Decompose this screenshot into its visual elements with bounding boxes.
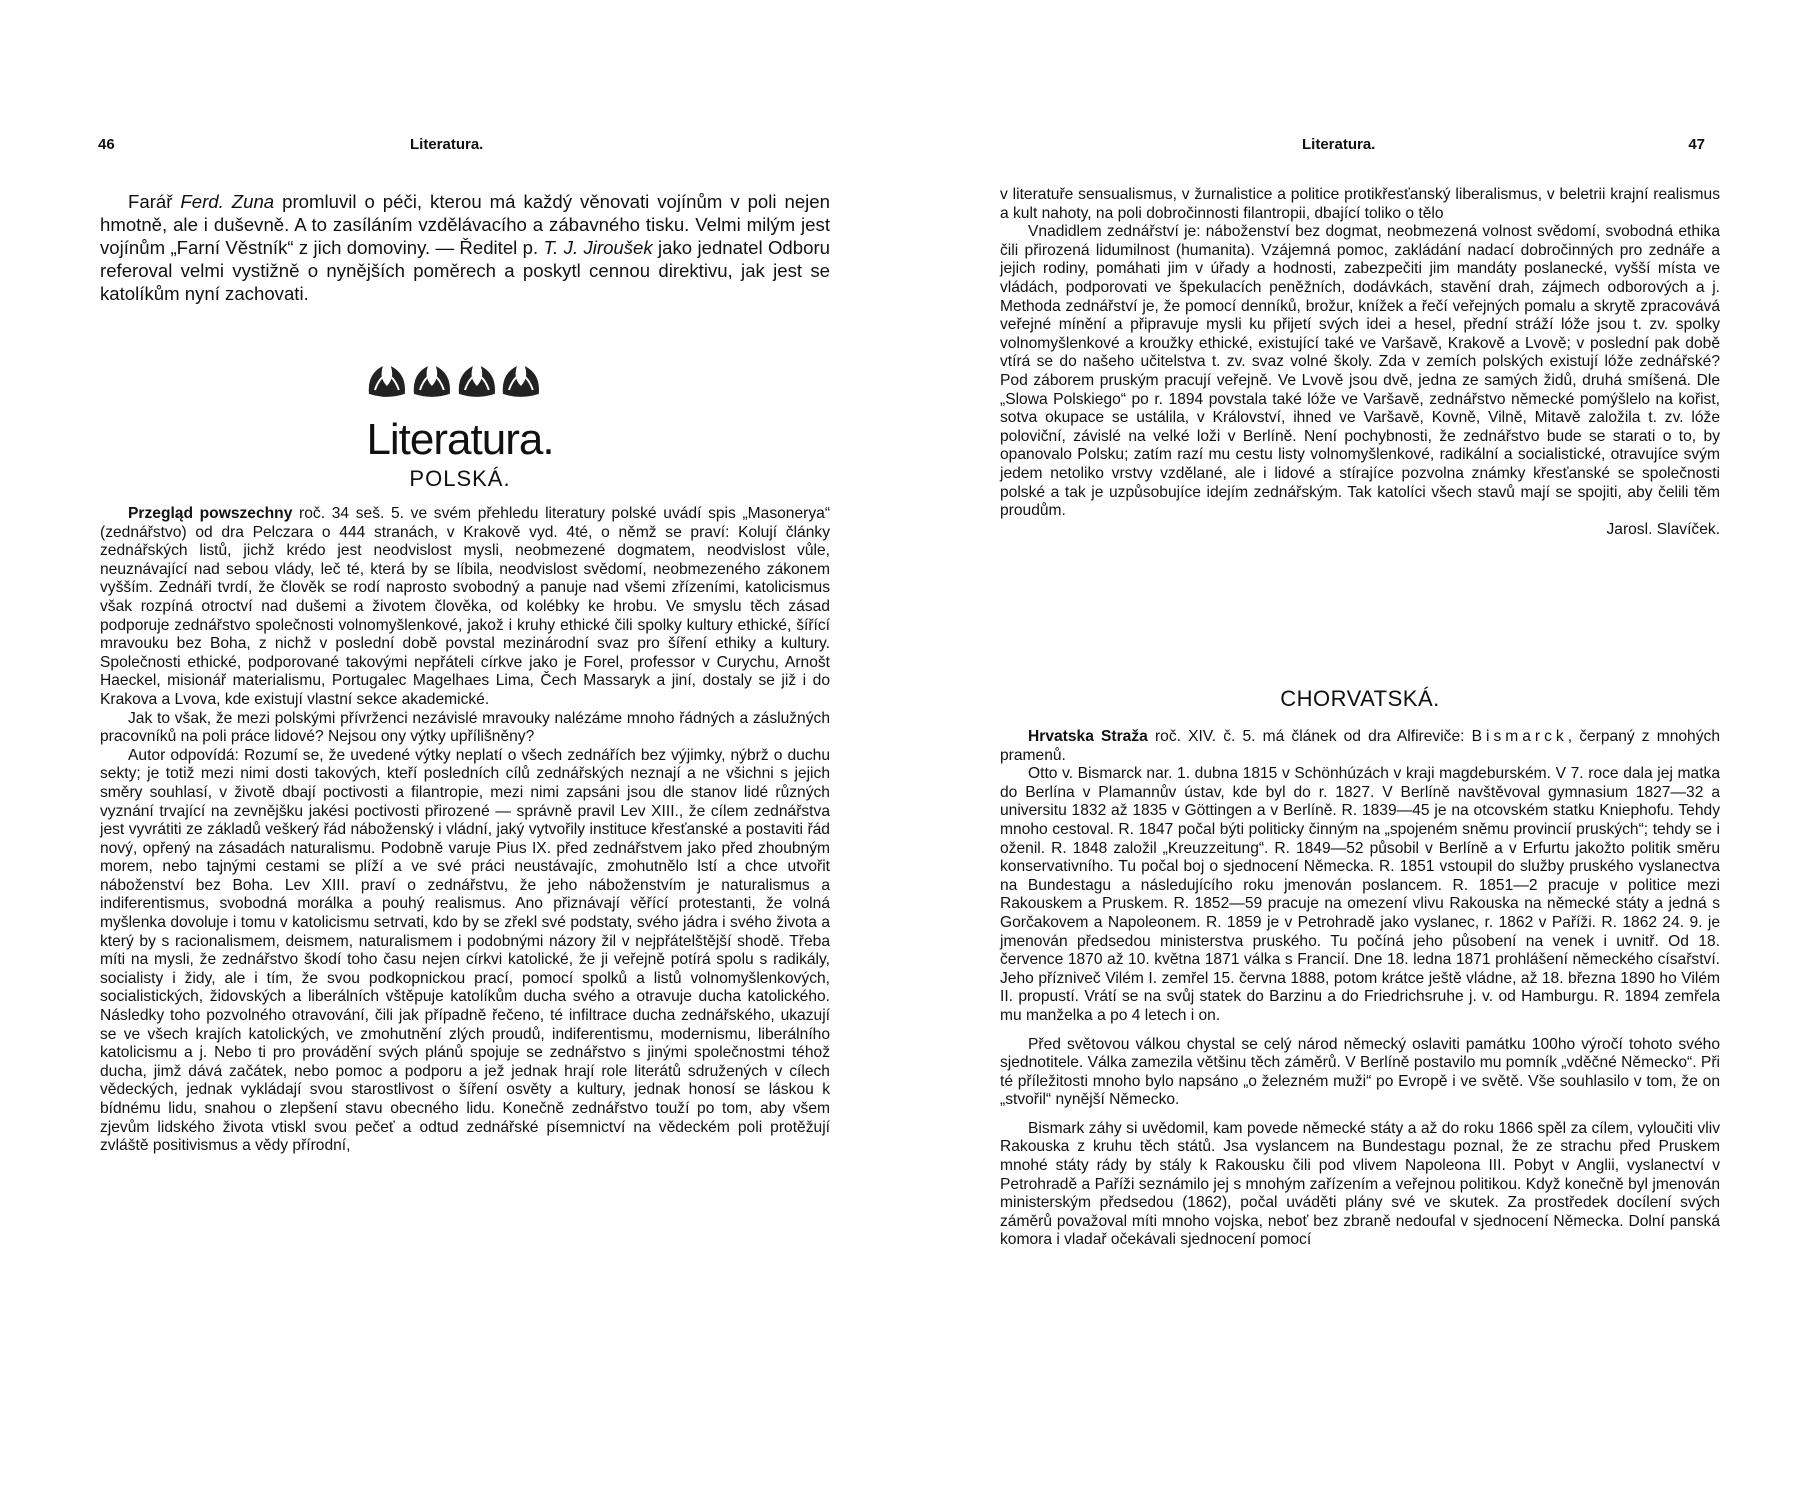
continuation-paragraph: v literatuře sensualismus, v žurnalistice a politice protikřesťanský liberalismus, v beletrii krajní realismus a kult nahoty, na poli dobročinnosti filantropii, dbající toliko o tělo [1000, 186, 1720, 222]
intro-name-zuna: Ferd. Zuna [180, 191, 275, 212]
left-page [90, 0, 830, 1500]
polska-paragraph: Jak to však, že mezi polskými přívrženci nezávislé mravouky nalézáme mnoho řádných a záslužných pracovníků na poli práce lidové? Nejsou ony výtky upřílišněny? [100, 709, 830, 746]
polska-paragraph [100, 505, 830, 710]
subsection-title-chorvatska: CHORVATSKÁ. [1280, 686, 1440, 711]
polska-paragraph: Autor odpovídá: Rozumí se, že uvedené výtky neplatí o všech zednářích bez výjimky, nýbrž o duchu sekty; je totiž mezi nimi dosti takových, kteří posledních cílů zednářských neznají a ne všichni s jejich směry souhlasí, v životě dbají poctivosti a filantropie, mezi nimi zapsáni jsou dle stanov lidé různých vyznání trvající na zevnějšku jakési poctivosti přirozené — správně pravil Lev XIII., že cílem zednářstva jest vyvrátiti ze základů veškerý řád náboženský i vládní, jaký vytvořily instituce křesťanské a postaviti řád nový, opřený na zásadách naturalismu. Podobně varuje Pius IX. před zednářstvem jako před zhoubným morem, nebo tajnými cestami se plíží a ve své práci neustávajíc, zmohutnělo lstí a chce utvořit náboženství bez Boha. Lev XIII. praví o zednářstvu, že jeho náboženstvím je naturalismus a indiferentismus, svobodná morálka a pouhý realismus. Ano přiznávají věřící protestanti, že volná myšlenka dovoluje i tomu v katolicismu setrvati, kdo by se zřekl své podstaty, svého jádra i svého života a který by s racionalismem, deismem, naturalismem i podobnými názory žil v nejpřátelštější shodě. Třeba míti na mysli, že zednářstvo škodí toho času nejen církvi katolické, že ji veřejně potírá spolu s radikály, socialisty i židy, ale i tím, že svou podkopnickou prací, pomocí spolků a listů volnomyšlenkových, socialistických, židovských a liberálních vštěpuje katolíkům ducha svého a otravuje ducha katolického. Následky toho pozvolného otravování, čili jak případně řečeno, té infiltrace ducha zednářského, ukazují se ve všech krajích katolických, ve zmohutnění zlých proudů, indiferentismu, modernismu, liberálního katolicismu a j. Nebo ti pro provádění svých plánů spojuje se zednářstvo s jinými společnostmi téhož ducha, jimž dává začátek, nebo pomoc a podporu a jež jednak hrají role literátů sdružených v cílech vědeckých, jednak vykládají svou starostlivost o šíření osvěty a kultury, jednak honosí se láskou k bídnému lidu, snahou o zlepšení stavu obecného lidu. Konečně zednářstvo touží po tom, aby všem zjevům lidského života vtiskl svou pečeť a odtud zednářské písemnictví na vědeckém poli protěžují zvláště positivismus a vědy přírodní, [100, 746, 830, 1155]
chorvatska-lead-paragraph [1000, 728, 1720, 765]
ornament-leaf-icon [410, 360, 454, 400]
left-running-title: Literatura. [410, 136, 484, 153]
intro-name-jirousek: T. J. Jiroušek [543, 237, 653, 258]
chorvatska-paragraph: Otto v. Bismarck nar. 1. dubna 1815 v Schönhúzách v kraji magdeburském. V 7. roce dala jej matka do Berlína v Plamannův ústav, kde byl do r. 1827. V Berlíně navštěvoval gymnasium 1827—32 a universitu 1832 až 1835 v Göttingen a v Berlíně. R. 1839—45 je na otcovském statku Kniephofu. Tehdy mnoho cestoval. R. 1847 počal býti politicky činným na „spojeném sněmu provincií pruských“; tehdy se i oženil. R. 1848 založil „Kreuzzeitung“. R. 1849—52 působil v Berlíně a v Erfurtu jakožto politik směru konservativního. Tu počal boj o sjednocení Německa. R. 1851 vstoupil do služby pruského vyslanectva na Bundestagu a následujícího roku jmenován poslancem. R. 1851—2 pracuje v politice mezi Rakouskem a Pruskem. R. 1852—59 pracuje na omezení vlivu Rakouska na německé státy a jedná s Gorčakovem a Napoleonem. R. 1859 je v Petrohradě jako vyslanec, r. 1862 v Paříži. R. 1862 24. 9. je jmenován předsedou ministerstva pruského. Tu počíná jeho působení na venek i uvnitř. Od 18. července 1870 až 10. května 1871 válka s Francií. Dne 18. ledna 1871 prohlášení německého císařství. Jeho přízniveč Vilém I. zemřel 15. června 1888, potom krátce ještě vládne, až 18. března 1890 ho Vilém II. propustí. Vrátí se na svůj statek do Barzinu a do Friedrichsruhe j. v. od Hamburgu. R. 1894 zemřela mu manželka a po 4 letech i on. [1000, 765, 1720, 1024]
intro-paragraph [100, 190, 830, 305]
chorvatska-lead-end: , čerpaný z mnohých pramenů. [1000, 728, 1720, 764]
intro-text-2: promluvil o péči, kterou má každý věnovati vojínům v poli nejen hmotně, ale i duševně. A to zasíláním vzdělávacího a zábavného tisku. Velmi milým jest vojínům „Farní Věstník“ z jich domoviny. — Ředitel p. [100, 191, 830, 258]
left-page-number: 46 [98, 136, 115, 153]
author-signature: Jarosl. Slavíček. [1606, 520, 1720, 538]
zednari-article-continuation [1000, 186, 1720, 539]
ornament-leaf-icon [499, 360, 543, 400]
right-running-title: Literatura. [1302, 136, 1376, 153]
ornament-leaf-icon [365, 360, 409, 400]
subsection-title-polska: POLSKÁ. [409, 466, 511, 491]
chorvatska-article [1000, 728, 1720, 1250]
left-running-head [90, 136, 830, 156]
chorvatska-paragraph: Bismark záhy si uvědomil, kam povede německé státy a až do roku 1866 spěl za cílem, vyloučiti vliv Rakouska z kruhu těch států. Jsa vyslancem na Bundestagu poznal, že ze strachu před Pruskem mnohé státy rády by stály k Rakousku čili pod vlivem Napoleona III. Pobyt v Anglii, vyslanectví v Petrohradě a Paříži seznámilo jej s mnohým zařízením a veřejnou politikou. Když konečně byl jmenován ministerským předsedou (1862), počal uváděti plány své ve skutek. Za prostředek docílení svých záměrů považoval míti mnoho vojska, neboť bez zbraně nedoufal v sjednocení Německa. Dolní panská komora i vladař očekávali sjednocení pomocí [1000, 1119, 1720, 1249]
right-page [1000, 0, 1720, 1500]
polska-journal-name: Przegląd powszechny [128, 505, 293, 522]
chorvatska-paragraph: Před světovou válkou chystal se celý národ německý oslaviti památku 100ho výročí tohoto svého sjednotitele. Válka zamezila většinu těch záměrů. V Berlíně postavilo mu pomník „vděčné Německo“. Při té příležitosti mnoho bylo napsáno „o železném muži“ po Evropě i ve světě. Vše souhlasilo v tom, že on „stvořil“ nynější Německo. [1000, 1035, 1720, 1109]
intro-text-1: Farář [128, 191, 173, 212]
intro-paragraph-block [100, 190, 830, 305]
ornament-divider [365, 360, 543, 410]
section-title-literatura: Literatura. [366, 415, 554, 464]
right-page-number: 47 [1688, 136, 1705, 153]
polska-article [100, 505, 830, 1156]
chorvatska-lead-text: roč. XIV. č. 5. má článek od dra Alfireviče: [1147, 728, 1472, 745]
right-running-head [1000, 136, 1720, 156]
chorvatska-journal-name: Hrvatska Straža [1028, 728, 1148, 745]
intro-text-3: jako jednatel Odboru referoval velmi vystižně o nynějších poměrech a poskytl cennou direktivu, jak jest se katolíkům nyní zachovati. [100, 237, 830, 304]
polska-text: roč. 34 seš. 5. ve svém přehledu literatury polské uvádí spis „Masonerya“ (zednářstvo) od dra Pelczara o 444 stranách, v Krakově vyd. 4té, o němž se praví: Kolují články zednářských listů, jichž krédo jest neodvislost mysli, neobmezené dogmatem, neodvislost vůle, neuznávající nad sebou vlády, leč té, která by se líbila, neodvislost svědomí, neobmezeného zákonem vyšším. Zednáři tvrdí, že člověk se rodí naprosto svobodný a panuje nad všemi zřízeními, katolicismus však rozpíná otroctví nad dušemi a životem člověka, od kolébky ke hrobu. Ve smyslu těch zásad podporuje zednářstvo společnosti volnomyšlenkové, jakož i kruhy ethické čili spolky kultury ethické, šířící mravouku bez Boha, z nichž v poslední době povstal mezinárodní svaz pro šíření ethiky a kultury. Společnosti ethické, podporované takovými nepřáteli církve jako je Forel, professor v Curychu, Arnošt Haeckel, misionář materialismu, Portugalec Magelhaes Lima, Čech Massaryk a jiní, dostaly se již i do Krakova a Lvova, kde existují vlastní sekce akademické. [100, 505, 831, 708]
chorvatska-spaced-title: Bismarck [1471, 728, 1568, 745]
ornament-leaf-icon [455, 360, 499, 400]
continuation-paragraph: Vnadidlem zednářství je: náboženství bez dogmat, neobmezená volnost svědomí, svobodná ethika čili přirozená lidumilnost (humanita). Vzájemná pomoc, zakládání nadací dobročinných pro zednáře a jejich rodiny, pomáhati jim v úřady a hodnosti, zabezpečiti jim mandáty poslanecké, vyšší místa ve vládách, podporovati ve špekulacích peněžních, dodávkách, stavění drah, zájmech odborových a j. Methoda zednářství je, že pomocí denníků, brožur, knížek a řečí veřejných pomalu a skrytě zpracovává veřejné mínění a připravuje mysli ku přijetí svých idei a hesel, přední stráží lóže jsou t. zv. spolky volnomyšlenkové a kroužky ethické, existující také ve Varšavě, Krakově a Lvově; v poslední pak době vtírá se do našeho učitelstva t. zv. svaz volné školy. Zda v zemích polských existují lóže zednářské? Pod záborem pruským pracují veřejně. Ve Lvově jsou dvě, jedna ze samých židů, druhá smíšená. Dle „Slowa Polskiego“ po r. 1894 povstala také lóže ve Varšavě, zednářstvo německé pomýšlelo na kořist, sotva okupace se ustálila, v Království, ihned ve Varšavě, Kovně, Vilně, Mitavě založila t. zv. lóže poloviční, závislé na velké loži v Berlíně. Není pochybnosti, že zednářstvo bude se starati o to, by opanovalo Polsku; zatím razí mu cestu listy volnomyšlenkové, radikální a socialistické, otravujíce svým jedem netoliko vrstvy vzdělané, ale i lidové a stírajíce pozvolna známky křesťanské se společnosti polské a tak je uzpůsobujíce idejím zednářským. Tak katolíci všech stavů mají se spojiti, aby čelili těm proudům. [1000, 223, 1720, 520]
